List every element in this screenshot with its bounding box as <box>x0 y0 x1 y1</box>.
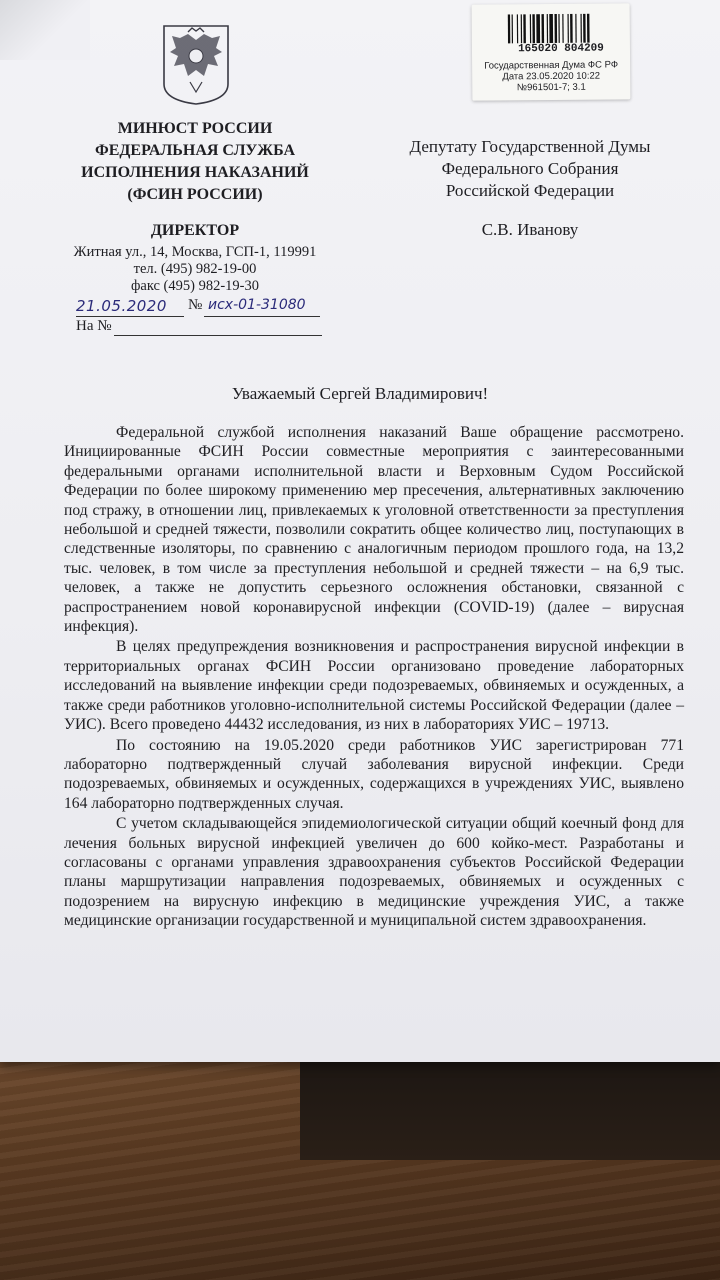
sender-fax: факс (495) 982-19-30 <box>130 278 259 294</box>
sender-ministry: МИНЮСТ РОССИИ <box>117 120 273 137</box>
sender-block <box>60 118 330 242</box>
sender-position: ДИРЕКТОР <box>150 222 240 239</box>
paragraph: По состоянию на 19.05.2020 среди работников УИС зарегистрирован 771 лабораторно подтвержденный случай заболевания вирусной инфекции. Среди подозреваемых, обвиняемых и осужденных, содержащихся в учреждениях УИС, выявлено 164 лабораторно подтвержденных случая. <box>64 736 684 812</box>
recipient-line1: Депутату Государственной Думы <box>409 137 651 156</box>
barcode-icon <box>508 13 612 44</box>
recipient-block <box>370 136 690 202</box>
paragraph: Федеральной службой исполнения наказаний Ваше обращение рассмотрено. Инициированные ФСИН России совместные мероприятия с заинтересованными федеральными органами исполнительной власти и Верховным Судом Российской Федерации по более широкому применению мер пресечения, альтернативных заключению под стражу, в отношении лиц, привлекаемых к уголовной ответственности за преступления небольшой и средней тяжести, позволили сократить общее количество лиц, поступающих в следственные изоляторы, по сравнению с аналогичным периодом прошлого года, на 13,2 тыс. человек, в том числе за преступления небольшой и средней тяжести – на 6,9 тыс. человек, а также не допустить серьезного осложнения обстановки, связанной с распространением новой коронавирусной инфекции (COVID-19) (далее – вирусная инфекция). <box>64 424 684 636</box>
sender-address-block <box>60 244 330 295</box>
sender-service-line1: ФЕДЕРАЛЬНАЯ СЛУЖБА <box>95 142 295 159</box>
recipient-name: С.В. Иванову <box>481 220 579 239</box>
number-underline <box>204 316 320 317</box>
paper-corner-fold <box>0 0 90 60</box>
sender-phone: тел. (495) 982-19-00 <box>133 261 257 277</box>
stamp-date: Дата 23.05.2020 10:22 <box>502 70 601 83</box>
date-underline <box>76 316 184 317</box>
salutation: Уважаемый Сергей Владимирович! <box>231 384 489 403</box>
reply-to-label: На № <box>76 318 112 334</box>
paragraph: В целях предупреждения возникновения и распространения вирусной инфекции в территориальных органах ФСИН России организовано проведение лабораторных исследований на выявление инфекции среди подозреваемых, обвиняемых и осужденных, а также среди работников уголовно-исполнительной системы Российской Федерации (далее – УИС). Всего проведено 44432 исследования, из них в лабораториях УИС – 19713. <box>64 638 684 734</box>
sender-service-line2: ИСПОЛНЕНИЯ НАКАЗАНИЙ <box>81 164 309 181</box>
recipient-line3: Российской Федерации <box>445 181 615 200</box>
sender-address: Житная ул., 14, Москва, ГСП-1, 119991 <box>73 244 317 260</box>
stamp-org: Государственная Дума ФС РФ <box>484 59 619 72</box>
number-label: № <box>188 297 203 313</box>
outgoing-number: исх-01-31080 <box>208 297 306 313</box>
reply-to-underline <box>114 335 322 336</box>
coat-of-arms-icon <box>158 22 234 106</box>
outgoing-reference <box>76 297 324 319</box>
outgoing-date: 21.05.2020 <box>76 297 167 315</box>
letter-body <box>64 423 684 931</box>
stamp-number: №961501-7; 3.1 <box>516 81 586 94</box>
recipient-line2: Федерального Собрания <box>441 159 619 178</box>
reply-to-reference <box>76 318 324 338</box>
sender-abbr: (ФСИН РОССИИ) <box>127 186 263 203</box>
barcode-number: 165020 804209 <box>504 42 618 55</box>
registration-stamp <box>472 3 631 100</box>
paragraph: С учетом складывающейся эпидемиологической ситуации общий коечный фонд для лечения больных вирусной инфекцией увеличен до 600 койко-мест. Разработаны и согласованы с органами управления здравоохранения субъектов Российской Федерации планы маршрутизации направления подозреваемых, обвиняемых и осужденных с подозрением на вирусную инфекцию в медицинские учреждения УИС, а также медицинские организации государственной и муниципальной систем здравоохранения. <box>64 815 684 930</box>
